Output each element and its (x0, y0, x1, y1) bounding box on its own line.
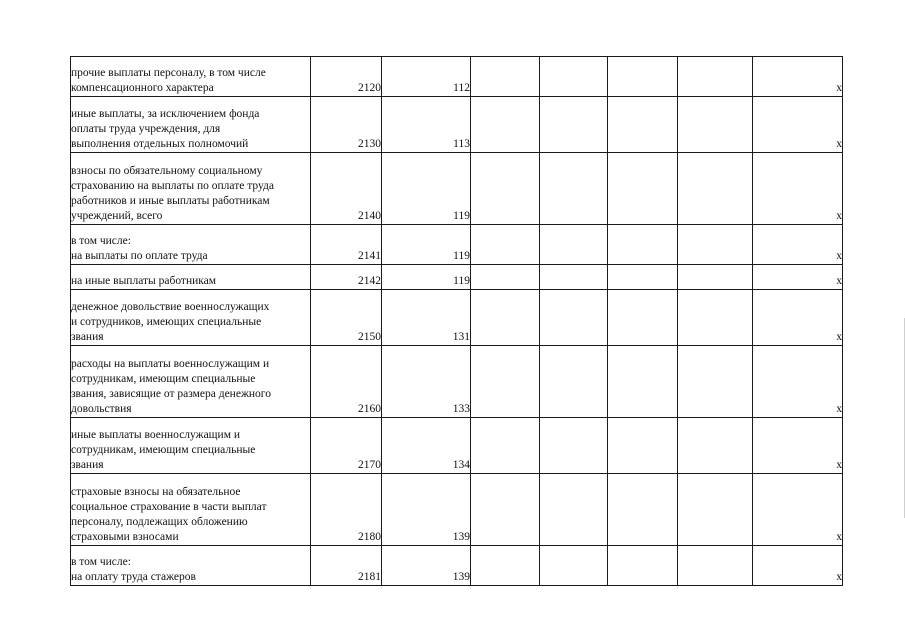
empty-value-cell (471, 418, 540, 474)
row-mark: x (753, 546, 843, 586)
empty-value-cell (608, 57, 678, 97)
row-classification-code: 119 (382, 265, 471, 290)
empty-value-cell (471, 97, 540, 153)
description-line: в том числе: (71, 235, 131, 247)
row-mark: x (753, 418, 843, 474)
table-row (71, 97, 843, 153)
empty-value-cell (471, 290, 540, 346)
row-description (71, 474, 311, 546)
description-line: оплаты труда учреждения, для (71, 123, 221, 135)
row-code: 2130 (311, 97, 382, 153)
empty-value-cell (540, 290, 608, 346)
row-mark: x (753, 153, 843, 225)
table-row (71, 265, 843, 290)
row-mark: x (753, 346, 843, 418)
table-row (71, 57, 843, 97)
description-line: социальное страхование в части выплат (71, 501, 267, 513)
row-mark: x (753, 225, 843, 265)
table-row (71, 290, 843, 346)
description-line: компенсационного характера (71, 82, 214, 94)
row-classification-code: 131 (382, 290, 471, 346)
description-line: иные выплаты военнослужащим и (71, 429, 240, 441)
description-line: работников и иные выплаты работникам (71, 195, 270, 207)
empty-value-cell (540, 265, 608, 290)
empty-value-cell (608, 265, 678, 290)
empty-value-cell (540, 153, 608, 225)
description-line: прочие выплаты персоналу, в том числе (71, 67, 266, 79)
empty-value-cell (540, 346, 608, 418)
description-line: сотрудникам, имеющим специальные (71, 373, 256, 385)
empty-value-cell (471, 346, 540, 418)
description-line: расходы на выплаты военнослужащим и (71, 358, 270, 370)
empty-value-cell (608, 225, 678, 265)
row-code: 2160 (311, 346, 382, 418)
empty-value-cell (608, 346, 678, 418)
description-line: на оплату труда стажеров (71, 571, 196, 583)
row-code: 2180 (311, 474, 382, 546)
row-classification-code: 133 (382, 346, 471, 418)
empty-value-cell (471, 546, 540, 586)
table-row (71, 153, 843, 225)
empty-value-cell (471, 153, 540, 225)
table-row (71, 418, 843, 474)
row-description (71, 265, 311, 290)
empty-value-cell (540, 225, 608, 265)
row-mark: x (753, 265, 843, 290)
description-line: и сотрудников, имеющих специальные (71, 316, 262, 328)
empty-value-cell (678, 57, 753, 97)
empty-value-cell (540, 97, 608, 153)
description-line: взносы по обязательному социальному (71, 165, 263, 177)
row-mark: x (753, 57, 843, 97)
row-classification-code: 134 (382, 418, 471, 474)
row-code: 2181 (311, 546, 382, 586)
table-row (71, 346, 843, 418)
empty-value-cell (608, 546, 678, 586)
row-description (71, 57, 311, 97)
description-line: страховыми взносами (71, 531, 179, 543)
row-code: 2170 (311, 418, 382, 474)
empty-value-cell (471, 474, 540, 546)
row-mark: x (753, 474, 843, 546)
row-code: 2120 (311, 57, 382, 97)
financial-plan-table (70, 56, 843, 586)
empty-value-cell (540, 418, 608, 474)
description-line: довольствия (71, 403, 132, 415)
row-description (71, 346, 311, 418)
description-line: выполнения отдельных полномочий (71, 138, 249, 150)
empty-value-cell (540, 474, 608, 546)
description-line: звания (71, 331, 104, 343)
description-line: сотрудникам, имеющим специальные (71, 444, 256, 456)
row-classification-code: 139 (382, 546, 471, 586)
row-classification-code: 113 (382, 97, 471, 153)
row-code: 2141 (311, 225, 382, 265)
row-description (71, 546, 311, 586)
description-line: в том числе: (71, 556, 131, 568)
empty-value-cell (608, 290, 678, 346)
empty-value-cell (678, 346, 753, 418)
empty-value-cell (678, 474, 753, 546)
description-line: звания (71, 459, 104, 471)
empty-value-cell (608, 418, 678, 474)
row-classification-code: 119 (382, 225, 471, 265)
row-mark: x (753, 97, 843, 153)
description-line: страховые взносы на обязательное (71, 486, 241, 498)
description-line: учреждений, всего (71, 210, 163, 222)
description-line: на выплаты по оплате труда (71, 250, 208, 262)
table-row (71, 225, 843, 265)
description-line: персоналу, подлежащих обложению (71, 516, 248, 528)
description-line: страхованию на выплаты по оплате труда (71, 180, 274, 192)
row-mark: x (753, 290, 843, 346)
description-line: звания, зависящие от размера денежного (71, 388, 271, 400)
row-description (71, 97, 311, 153)
row-classification-code: 139 (382, 474, 471, 546)
empty-value-cell (540, 57, 608, 97)
empty-value-cell (678, 290, 753, 346)
table-row (71, 474, 843, 546)
row-code: 2150 (311, 290, 382, 346)
description-line: иные выплаты, за исключением фонда (71, 108, 260, 120)
row-description (71, 418, 311, 474)
empty-value-cell (608, 97, 678, 153)
table-row (71, 546, 843, 586)
empty-value-cell (471, 225, 540, 265)
empty-value-cell (540, 546, 608, 586)
empty-value-cell (678, 546, 753, 586)
empty-value-cell (678, 225, 753, 265)
empty-value-cell (471, 265, 540, 290)
row-description (71, 153, 311, 225)
row-code: 2140 (311, 153, 382, 225)
row-classification-code: 112 (382, 57, 471, 97)
empty-value-cell (608, 153, 678, 225)
empty-value-cell (678, 418, 753, 474)
row-description (71, 225, 311, 265)
row-classification-code: 119 (382, 153, 471, 225)
empty-value-cell (678, 265, 753, 290)
description-line: денежное довольствие военнослужащих (71, 301, 270, 313)
table-body (71, 57, 843, 586)
empty-value-cell (471, 57, 540, 97)
empty-value-cell (678, 153, 753, 225)
description-line: на иные выплаты работникам (71, 275, 217, 287)
empty-value-cell (678, 97, 753, 153)
empty-value-cell (608, 474, 678, 546)
row-description (71, 290, 311, 346)
row-code: 2142 (311, 265, 382, 290)
